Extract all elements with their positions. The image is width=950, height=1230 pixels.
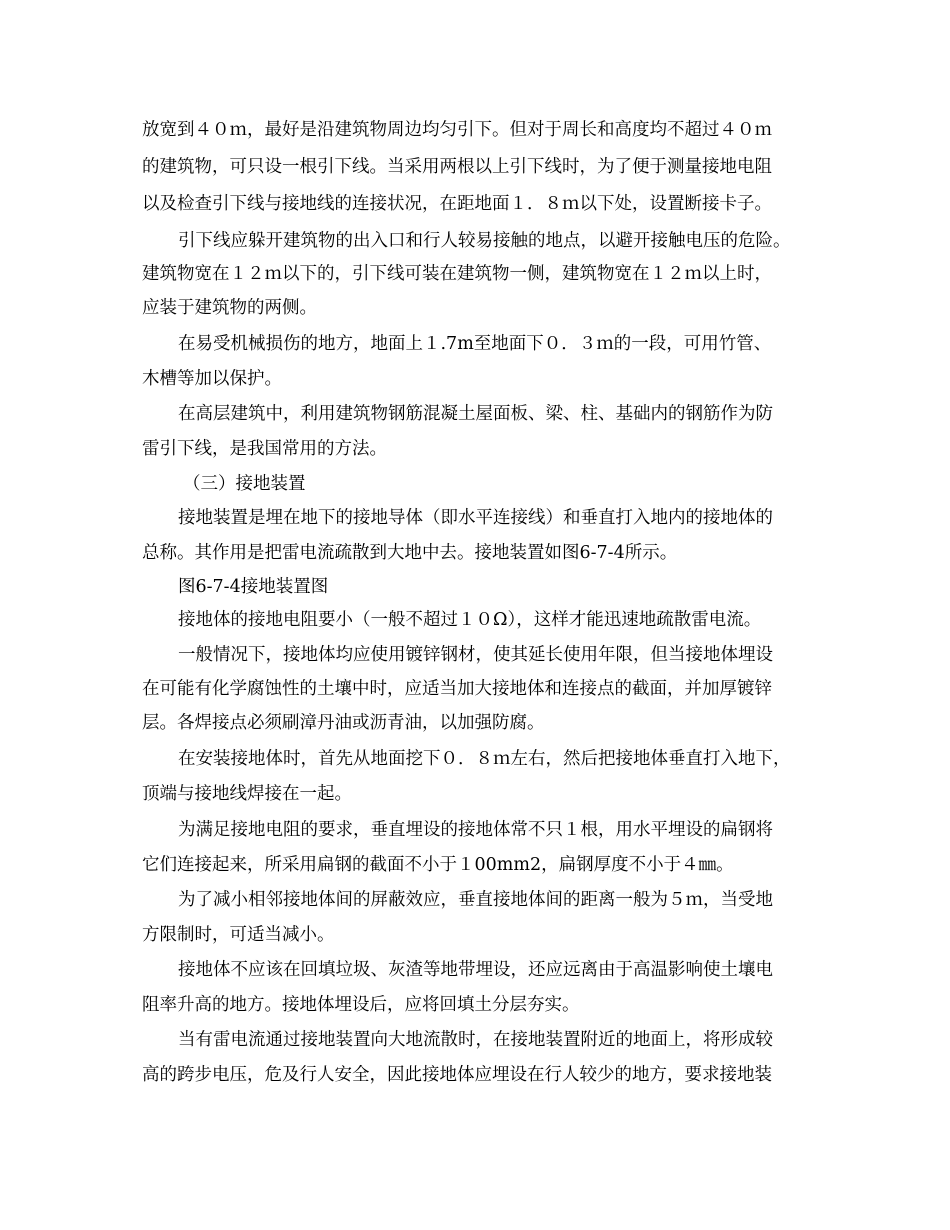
body-text-line: 层。各焊接点必须刷漳丹油或沥青油，以加强防腐。 [142, 713, 545, 733]
body-text-line: 放宽到４０ｍ，最好是沿建筑物周边均匀引下。但对于周长和高度均不超过４０ｍ [142, 120, 772, 140]
body-text-line: 总称。其作用是把雷电流疏散到大地中去。接地装置如图6-7-4所示。 [142, 543, 678, 563]
figure-caption: 图6-7-4接地装置图 [178, 577, 329, 597]
body-text-line: 方限制时，可适当减小。 [142, 925, 335, 945]
paragraph-start: 为满足接地电阻的要求，垂直埋设的接地体常不只１根，用水平埋设的扁钢将 [178, 820, 773, 840]
body-text-line: 高的跨步电压，危及行人安全，因此接地体应埋设在行人较少的地方，要求接地装 [142, 1065, 772, 1085]
body-text-line: 阻率升高的地方。接地体埋设后，应将回填土分层夯实。 [142, 995, 580, 1015]
body-text-line: 以及检查引下线与接地线的连接状况，在距地面１．８ｍ以下处，设置断接卡子。 [142, 194, 772, 214]
paragraph-start: 引下线应躲开建筑物的出入口和行人较易接触的地点，以避开接触电压的危险。 [178, 231, 791, 251]
paragraph-start: 接地体的接地电阻要小（一般不超过１０Ω），这样才能迅速地疏散雷电流。 [178, 610, 762, 630]
paragraph-start: 接地装置是埋在地下的接地导体（即水平连接线）和垂直打入地内的接地体的 [178, 508, 773, 528]
body-text-line: 顶端与接地线焊接在一起。 [142, 784, 352, 804]
paragraph-start: 在易受机械损伤的地方，地面上１.7m至地面下０．３ｍ的一段，可用竹管、 [178, 334, 772, 354]
paragraph-start: 在安装接地体时，首先从地面挖下０．８ｍ左右，然后把接地体垂直打入地下， [178, 749, 791, 769]
paragraph-start: 接地体不应该在回填垃圾、灰渣等地带埋设，还应远离由于高温影响使土壤电 [178, 960, 773, 980]
body-text-line: 木槽等加以保护。 [142, 369, 282, 389]
paragraph-start: 一般情况下，接地体均应使用镀锌钢材，使其延长使用年限，但当接地体埋设 [178, 645, 773, 665]
body-text-line: 它们连接起来，所采用扁钢的截面不小于１00mm2，扁钢厚度不小于４㎜。 [142, 855, 734, 875]
paragraph-start: 在高层建筑中，利用建筑物钢筋混凝土屋面板、梁、柱、基础内的钢筋作为防 [178, 404, 773, 424]
body-text-line: 建筑物宽在１２ｍ以下的，引下线可装在建筑物一侧，建筑物宽在１２ｍ以上时， [142, 264, 772, 284]
body-text-line: 的建筑物，可只设一根引下线。当采用两根以上引下线时，为了便于测量接地电阻 [142, 157, 772, 177]
body-text-line: 应装于建筑物的两侧。 [142, 298, 317, 318]
body-text-line: 雷引下线，是我国常用的方法。 [142, 439, 387, 459]
body-text-line: 在可能有化学腐蚀性的土壤中时，应适当加大接地体和连接点的截面，并加厚镀锌 [142, 679, 772, 699]
section-heading: （三）接地装置 [183, 474, 306, 494]
paragraph-start: 当有雷电流通过接地装置向大地流散时，在接地装置附近的地面上，将形成较 [178, 1030, 773, 1050]
paragraph-start: 为了减小相邻接地体间的屏蔽效应，垂直接地体间的距离一般为５ｍ，当受地 [178, 890, 773, 910]
